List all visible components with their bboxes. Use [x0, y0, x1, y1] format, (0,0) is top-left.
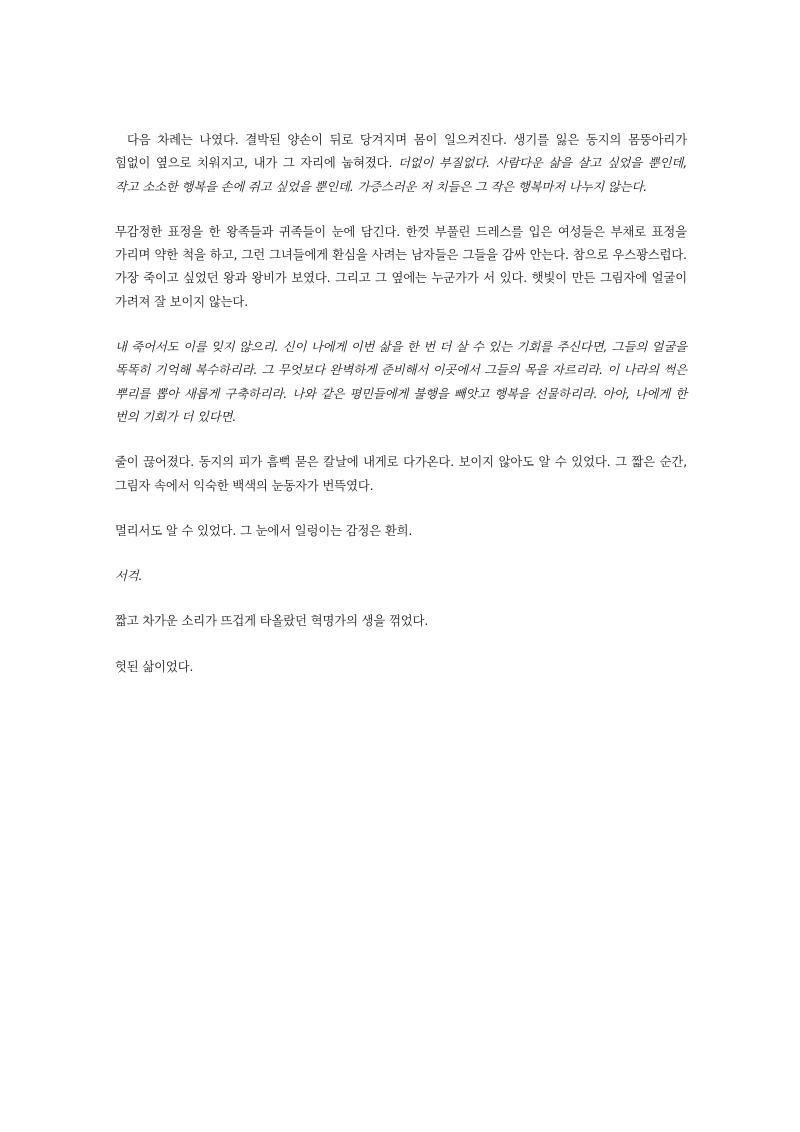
paragraph-text: 멀리서도 알 수 있었다. 그 눈에서 일렁이는 감정은 환희.	[115, 523, 413, 538]
paragraph-2	[115, 221, 687, 314]
paragraph-1	[115, 129, 687, 199]
paragraph-4	[115, 451, 687, 498]
paragraph-italic-text: 더없이 부질없다. 사람다운 삶을 살고 싶었을 뿐인데, 작고 소소한 행복을 손에 쥐고 싶었을 뿐인데. 가증스러운 저 치들은 그 작은 행복마저 나누지 않는다.	[115, 156, 688, 194]
paragraph-3	[115, 336, 687, 429]
paragraph-text: 줄이 끊어졌다. 동지의 피가 흠뻑 묻은 칼날에 내게로 다가온다. 보이지 않아도 알 수 있었다. 그 짧은 순간, 그림자 속에서 익숙한 백색의 눈동자가 번뜩였다.	[115, 455, 687, 493]
paragraph-6	[115, 565, 687, 588]
paragraph-text: 짧고 차가운 소리가 뜨겁게 타올랐던 혁명가의 생을 꺾었다.	[115, 614, 429, 629]
paragraph-italic-text: 내 죽어서도 이를 잊지 않으리. 신이 나에게 이번 삶을 한 번 더 살 수 있는 기회를 주신다면, 그들의 얼굴을 똑똑히 기억해 복수하리라. 그 무엇보다 완벽하게 준비해서 이곳에서 그들의 목을 자르리라. 이 나라의 썩은 뿌리를 뽑아 새롭게 구축하리라. 나와 같은 평민들에게 불행을 빼앗고 행복을 선물하리라. 아아, 나에게 한 번의 기회가 더 있다면.	[115, 340, 687, 424]
paragraph-5	[115, 520, 687, 543]
paragraph-7	[115, 610, 687, 633]
paragraph-text: 무감정한 표정을 한 왕족들과 귀족들이 눈에 담긴다. 한껏 부풀린 드레스를 입은 여성들은 부채로 표정을 가리며 약한 척을 하고, 그런 그녀들에게 환심을 사려는 남자들은 그들을 감싸 안는다. 참으로 우스꽝스럽다. 가장 죽이고 싶었던 왕과 왕비가 보였다. 그리고 그 옆에는 누군가가 서 있다. 햇빛이 만든 그림자에 얼굴이 가려져 잘 보이지 않는다.	[115, 224, 687, 309]
paragraph-italic-text: 서걱.	[115, 569, 143, 584]
document-page	[115, 129, 687, 701]
paragraph-text: 헛된 삶이었다.	[115, 659, 194, 674]
paragraph-8	[115, 656, 687, 679]
paragraph-text: 다음 차례는 나였다. 결박된 양손이 뒤로 당겨지며 몸이 일으켜진다. 생기를 잃은 동지의 몸뚱아리가 힘없이 옆으로 치워지고, 내가 그 자리에 눕혀졌다.	[115, 133, 687, 171]
